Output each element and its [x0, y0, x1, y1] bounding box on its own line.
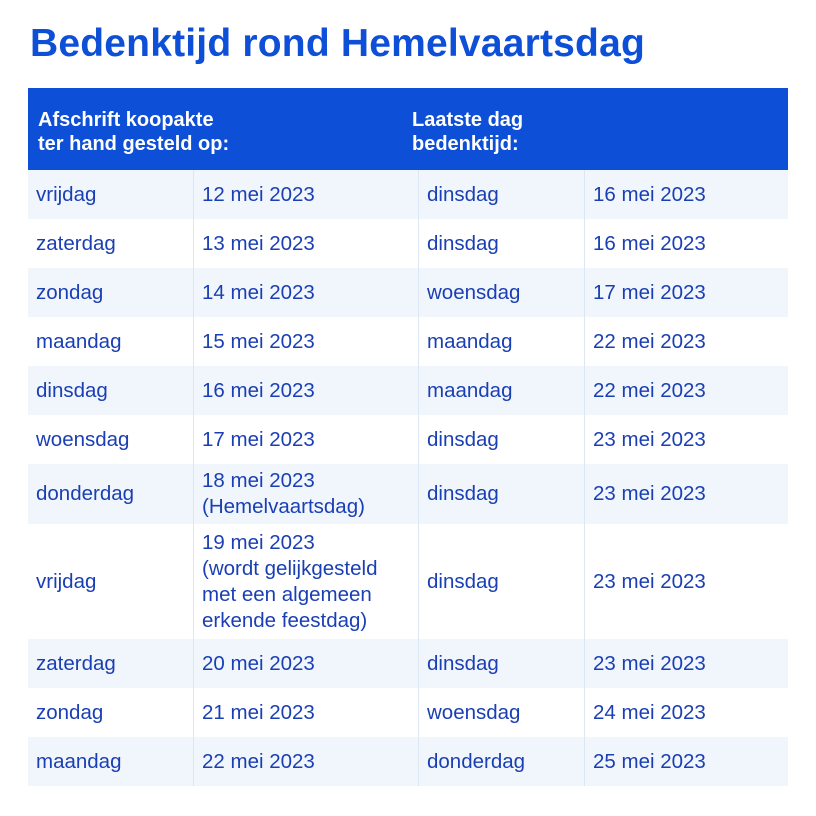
- table-row: [28, 415, 788, 464]
- start-day-cell: [28, 170, 193, 219]
- end-day-cell: [418, 366, 584, 415]
- end-day-cell: [418, 317, 584, 366]
- end-date-text: 23 mei 2023: [593, 482, 706, 505]
- start-day-cell: [28, 737, 193, 786]
- end-day-text: maandag: [427, 329, 513, 353]
- start-date-cell: [193, 219, 418, 268]
- table-row: [28, 639, 788, 688]
- start-day-text: woensdag: [36, 427, 130, 451]
- start-day-cell: [28, 219, 193, 268]
- end-day-text: dinsdag: [427, 569, 499, 593]
- end-day-cell: [418, 688, 584, 737]
- start-date-text: 16 mei 2023: [202, 378, 315, 402]
- start-date-text: 21 mei 2023: [202, 700, 315, 724]
- table-row: [28, 219, 788, 268]
- start-day-cell: [28, 317, 193, 366]
- end-date-text: 23 mei 2023: [593, 569, 706, 593]
- end-day-text: maandag: [427, 378, 513, 402]
- start-day-text: zaterdag: [36, 651, 116, 675]
- end-date-cell: [584, 524, 788, 639]
- start-date-cell: [193, 366, 418, 415]
- end-day-text: dinsdag: [427, 651, 499, 675]
- end-date-cell: [584, 170, 788, 219]
- page-title: Bedenktijd rond Hemelvaartsdag: [30, 22, 645, 65]
- table-row: [28, 688, 788, 737]
- start-day-cell: [28, 366, 193, 415]
- end-date-text: 22 mei 2023: [593, 329, 706, 353]
- start-day-cell: [28, 688, 193, 737]
- end-date-text: 16 mei 2023: [593, 182, 706, 206]
- end-date-text: 23 mei 2023: [593, 427, 706, 451]
- reflection-period-table: [28, 88, 788, 786]
- end-date-text: 23 mei 2023: [593, 651, 706, 675]
- end-day-cell: [418, 415, 584, 464]
- table-row: [28, 317, 788, 366]
- start-date-cell: [193, 639, 418, 688]
- start-date-text: 13 mei 2023: [202, 231, 315, 255]
- start-date-cell: [193, 170, 418, 219]
- table-header: [28, 88, 788, 170]
- end-date-cell: [584, 415, 788, 464]
- table-row: [28, 464, 788, 524]
- end-day-text: woensdag: [427, 700, 521, 724]
- end-day-cell: [418, 219, 584, 268]
- header-last-reflection-day: Laatste dag bedenktijd:: [412, 109, 524, 155]
- table-row: [28, 170, 788, 219]
- end-date-cell: [584, 317, 788, 366]
- start-day-cell: [28, 464, 193, 524]
- end-day-cell: [418, 170, 584, 219]
- start-date-text: 20 mei 2023: [202, 651, 315, 675]
- table-row: [28, 524, 788, 639]
- start-date-cell: [193, 268, 418, 317]
- start-date-text: 14 mei 2023: [202, 280, 315, 304]
- start-day-text: vrijdag: [36, 569, 97, 593]
- start-day-cell: [28, 639, 193, 688]
- end-date-cell: [584, 688, 788, 737]
- end-date-text: 16 mei 2023: [593, 231, 706, 255]
- start-date-text: 12 mei 2023: [202, 182, 315, 206]
- end-day-cell: [418, 524, 584, 639]
- start-day-text: donderdag: [36, 482, 135, 505]
- end-date-cell: [584, 219, 788, 268]
- start-day-text: zaterdag: [36, 231, 116, 255]
- start-date-cell: [193, 737, 418, 786]
- end-date-text: 17 mei 2023: [593, 280, 706, 304]
- table-row: [28, 366, 788, 415]
- end-day-text: dinsdag: [427, 231, 499, 255]
- start-date-cell: [193, 317, 418, 366]
- start-day-text: dinsdag: [36, 378, 108, 402]
- end-day-cell: [418, 639, 584, 688]
- table-row: [28, 268, 788, 317]
- end-day-cell: [418, 268, 584, 317]
- start-day-text: zondag: [36, 700, 104, 724]
- start-date-text: 18 mei 2023 (Hemelvaartsdag): [202, 469, 365, 518]
- start-day-text: zondag: [36, 280, 104, 304]
- end-day-text: dinsdag: [427, 482, 499, 505]
- end-date-cell: [584, 737, 788, 786]
- end-date-text: 24 mei 2023: [593, 700, 706, 724]
- end-date-cell: [584, 268, 788, 317]
- start-date-text: 17 mei 2023: [202, 427, 315, 451]
- end-day-text: donderdag: [427, 749, 526, 773]
- start-date-text: 22 mei 2023: [202, 749, 315, 773]
- table-body: [28, 170, 788, 786]
- end-date-text: 25 mei 2023: [593, 749, 706, 773]
- start-date-text: 15 mei 2023: [202, 329, 315, 353]
- table-row: [28, 737, 788, 786]
- end-day-cell: [418, 737, 584, 786]
- start-day-cell: [28, 268, 193, 317]
- start-day-text: maandag: [36, 749, 122, 773]
- end-day-text: woensdag: [427, 280, 521, 304]
- start-date-cell: [193, 415, 418, 464]
- start-date-cell: [193, 464, 418, 524]
- start-date-text: 19 mei 2023 (wordt gelijkgesteld met een algemeen erkende feestdag): [202, 530, 378, 632]
- end-day-cell: [418, 464, 584, 524]
- end-day-text: dinsdag: [427, 182, 499, 206]
- start-day-cell: [28, 524, 193, 639]
- start-date-cell: [193, 688, 418, 737]
- start-day-cell: [28, 415, 193, 464]
- end-date-cell: [584, 464, 788, 524]
- start-day-text: vrijdag: [36, 182, 97, 206]
- end-day-text: dinsdag: [427, 427, 499, 451]
- end-date-cell: [584, 639, 788, 688]
- end-date-cell: [584, 366, 788, 415]
- start-date-cell: [193, 524, 418, 639]
- start-day-text: maandag: [36, 329, 122, 353]
- end-date-text: 22 mei 2023: [593, 378, 706, 402]
- header-copy-deed-date: Afschrift koopakte ter hand gesteld op:: [38, 109, 230, 155]
